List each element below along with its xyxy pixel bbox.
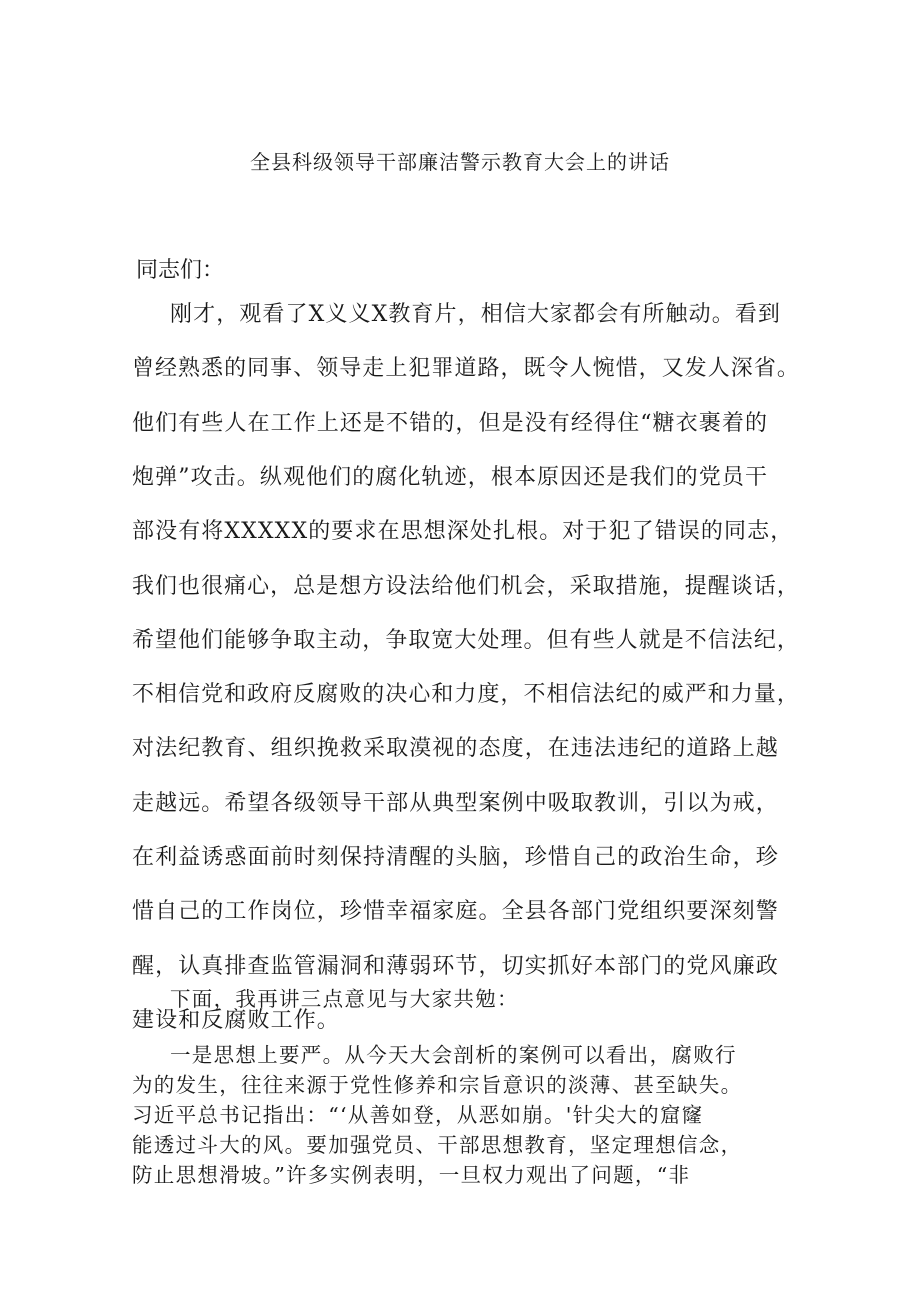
- paragraph1-line: 惜自己的工作岗位，珍惜幸福家庭。全县各部门党组织要深刻警: [132, 899, 779, 924]
- paragraph1-line: 走越远。希望各级领导干部从典型案例中吸取教训，引以为戒，: [132, 791, 779, 816]
- paragraph1-line: 部没有将XXXXX的要求在思想深处扎根。对于犯了错误的同志，: [132, 519, 794, 544]
- paragraph1-line: 在利益诱惑面前时刻保持清醒的头脑，珍惜自己的政治生命，珍: [132, 845, 779, 870]
- paragraph3-line: 一是思想上要严。从今天大会剖析的案例可以看出，腐败行: [170, 1043, 737, 1067]
- paragraph1-line: 他们有些人在工作上还是不错的，但是没有经得住“糖衣裹着的: [132, 411, 769, 436]
- paragraph3-line: 能透过斗大的风。要加强党员、干部思想教育，坚定理想信念，: [132, 1133, 743, 1157]
- paragraph1-line: 我们也很痛心，总是想方设法给他们机会，采取措施，提醒谈话，: [132, 574, 800, 599]
- paragraph3-line: 为的发生，往往来源于党性修养和宗旨意识的淡薄、甚至缺失。: [132, 1073, 743, 1097]
- paragraph1-line: 醒，认真排查监管漏洞和薄弱环节，切实抓好本部门的党风廉政: [132, 954, 779, 979]
- paragraph1-line: 刚才，观看了X义义X教育片，相信大家都会有所触动。看到: [170, 302, 782, 327]
- paragraph1-line: 炮弹”攻击。纵观他们的腐化轨迹，根本原因还是我们的党员干: [132, 465, 769, 490]
- paragraph3-line: 习近平总书记指出：“‘从善如登，从恶如崩。'针尖大的窟窿: [132, 1103, 704, 1127]
- paragraph1-line: 不相信党和政府反腐败的决心和力度，不相信法纪的威严和力量，: [132, 682, 800, 707]
- paragraph1-line: 曾经熟悉的同事、领导走上犯罪道路，既令人惋惜，又发人深省。: [132, 356, 800, 381]
- paragraph2: 下面，我再讲三点意见与大家共勉：: [170, 987, 519, 1011]
- paragraph1-line: 建设和反腐败工作。: [132, 1008, 340, 1033]
- paragraph1-line: 希望他们能够争取主动，争取宽大处理。但有些人就是不信法纪，: [132, 628, 800, 653]
- document-title: 全县科级领导干部廉洁警示教育大会上的讲话: [250, 150, 670, 174]
- salutation: 同志们：: [136, 258, 225, 283]
- paragraph3-line: 防止思想滑坡。”许多实例表明，一旦权力观出了问题，“非: [132, 1163, 691, 1187]
- paragraph1-line: 对法纪教育、组织挽救采取漠视的态度，在违法违纪的道路上越: [132, 736, 779, 761]
